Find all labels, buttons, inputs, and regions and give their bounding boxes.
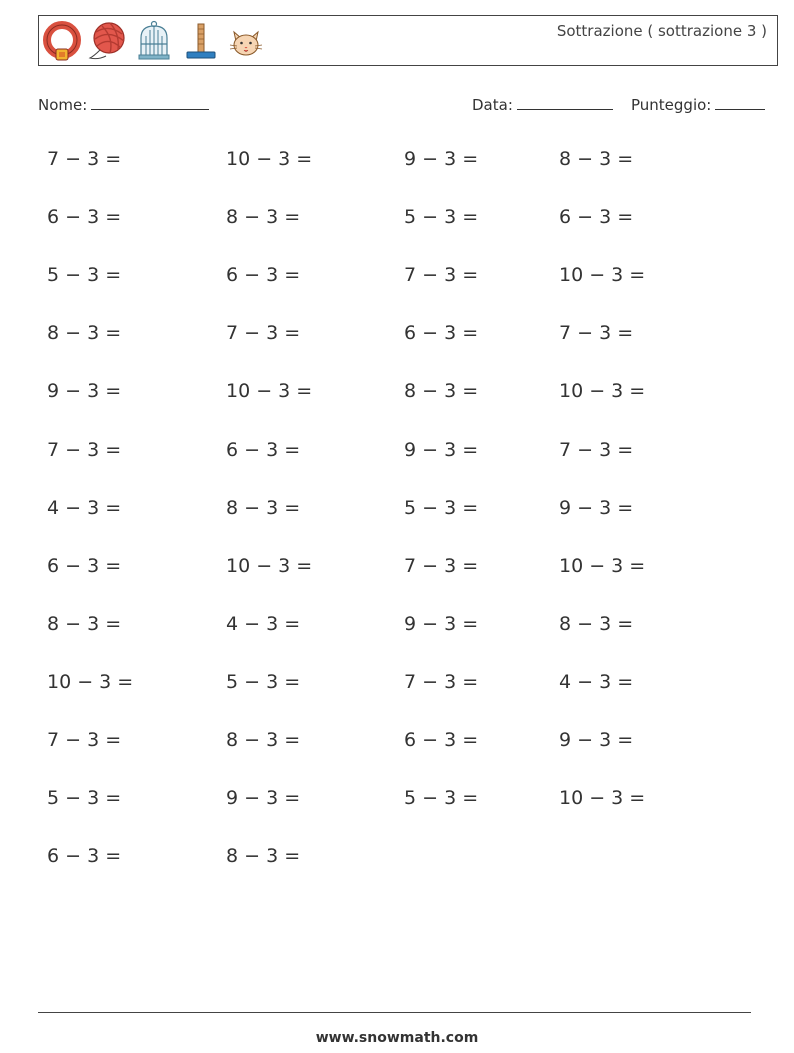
footer-url: www.snowmath.com bbox=[315, 1030, 479, 1046]
problem-item: 7 − 3 = bbox=[47, 439, 122, 461]
problem-item: 10 − 3 = bbox=[559, 555, 646, 577]
problem-item: 10 − 3 = bbox=[226, 380, 313, 402]
problem-item: 8 − 3 = bbox=[47, 613, 122, 635]
problem-item: 6 − 3 = bbox=[559, 206, 634, 228]
worksheet-header bbox=[38, 15, 778, 66]
problem-item: 8 − 3 = bbox=[559, 613, 634, 635]
problem-item: 8 − 3 = bbox=[404, 380, 479, 402]
problem-item: 9 − 3 = bbox=[559, 729, 634, 751]
problem-item: 7 − 3 = bbox=[404, 264, 479, 286]
score-label: Punteggio: bbox=[631, 96, 712, 114]
problem-item: 8 − 3 = bbox=[226, 729, 301, 751]
problem-item: 4 − 3 = bbox=[226, 613, 301, 635]
problem-item: 7 − 3 = bbox=[559, 439, 634, 461]
name-label: Nome: bbox=[38, 96, 88, 114]
problem-item: 7 − 3 = bbox=[559, 322, 634, 344]
problem-item: 7 − 3 = bbox=[404, 671, 479, 693]
problem-item: 4 − 3 = bbox=[559, 671, 634, 693]
header-icons bbox=[42, 20, 266, 62]
problem-item: 5 − 3 = bbox=[47, 787, 122, 809]
problem-item: 5 − 3 = bbox=[47, 264, 122, 286]
lifebuoy-icon bbox=[42, 20, 82, 62]
problem-item: 6 − 3 = bbox=[404, 729, 479, 751]
problem-item: 10 − 3 = bbox=[226, 148, 313, 170]
problem-item: 6 − 3 = bbox=[47, 555, 122, 577]
footer-divider bbox=[38, 1012, 751, 1013]
problem-item: 5 − 3 = bbox=[404, 206, 479, 228]
problem-item: 7 − 3 = bbox=[404, 555, 479, 577]
problem-item: 6 − 3 = bbox=[226, 264, 301, 286]
name-blank bbox=[91, 94, 209, 110]
date-field bbox=[472, 94, 613, 114]
problem-item: 9 − 3 = bbox=[404, 439, 479, 461]
birdcage-icon bbox=[134, 20, 174, 62]
problem-item: 8 − 3 = bbox=[226, 497, 301, 519]
problem-item: 6 − 3 = bbox=[404, 322, 479, 344]
problem-item: 7 − 3 = bbox=[47, 729, 122, 751]
cat-scratching-post-icon bbox=[180, 20, 220, 62]
problem-item: 7 − 3 = bbox=[226, 322, 301, 344]
name-field bbox=[38, 94, 209, 114]
problem-item: 8 − 3 = bbox=[559, 148, 634, 170]
worksheet-title: Sottrazione ( sottrazione 3 ) bbox=[556, 22, 767, 40]
date-blank bbox=[517, 94, 613, 110]
problem-item: 10 − 3 = bbox=[559, 380, 646, 402]
problem-item: 8 − 3 = bbox=[226, 845, 301, 867]
cat-face-icon bbox=[226, 20, 266, 62]
problem-item: 9 − 3 = bbox=[404, 148, 479, 170]
problem-item: 9 − 3 = bbox=[226, 787, 301, 809]
problem-item: 8 − 3 = bbox=[47, 322, 122, 344]
problem-item: 6 − 3 = bbox=[47, 206, 122, 228]
score-field bbox=[631, 94, 765, 114]
problem-item: 6 − 3 = bbox=[47, 845, 122, 867]
problem-item: 9 − 3 = bbox=[47, 380, 122, 402]
problem-item: 5 − 3 = bbox=[226, 671, 301, 693]
date-label: Data: bbox=[472, 96, 513, 114]
problem-item: 4 − 3 = bbox=[47, 497, 122, 519]
problem-item: 9 − 3 = bbox=[559, 497, 634, 519]
problem-item: 9 − 3 = bbox=[404, 613, 479, 635]
problem-item: 5 − 3 = bbox=[404, 787, 479, 809]
problem-item: 10 − 3 = bbox=[226, 555, 313, 577]
problem-item: 7 − 3 = bbox=[47, 148, 122, 170]
problem-item: 5 − 3 = bbox=[404, 497, 479, 519]
problem-item: 6 − 3 = bbox=[226, 439, 301, 461]
problem-item: 8 − 3 = bbox=[226, 206, 301, 228]
yarn-ball-icon bbox=[88, 20, 128, 62]
problem-item: 10 − 3 = bbox=[47, 671, 134, 693]
problem-item: 10 − 3 = bbox=[559, 264, 646, 286]
problem-item: 10 − 3 = bbox=[559, 787, 646, 809]
score-blank bbox=[715, 94, 765, 110]
